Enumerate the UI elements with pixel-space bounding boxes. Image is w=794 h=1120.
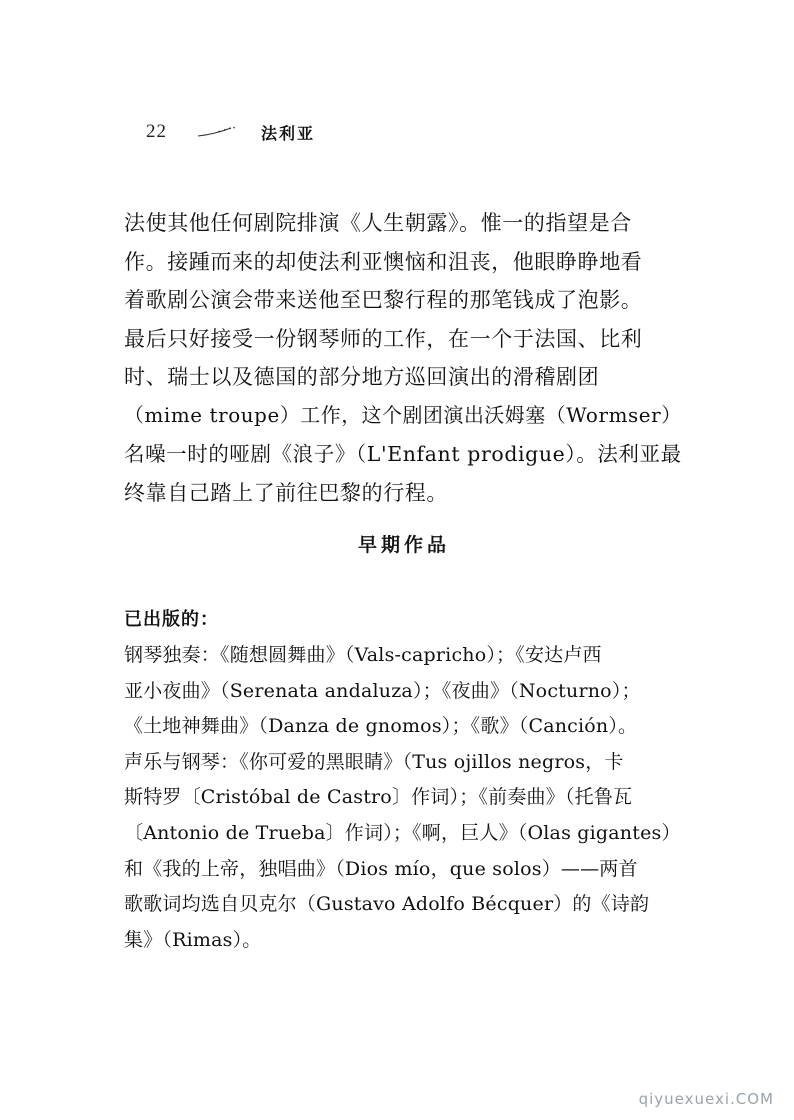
works-line: 〔Antonio de Trueba〕作词）；《啊，巨人》（Olas gigantes） bbox=[124, 821, 681, 844]
paragraph-line: 终靠自己踏上了前往巴黎的行程。 bbox=[124, 480, 448, 505]
paragraph-line: 名噪一时的哑剧《浪子》（L'Enfant prodigue）。法利亚最 bbox=[124, 442, 682, 466]
paragraph-line: 最后只好接受一份钢琴师的工作，在一个于法国、比利 bbox=[124, 326, 643, 351]
page-number: 22 bbox=[146, 121, 167, 142]
works-line: 声乐与钢琴：《你可爱的黑眼睛》（Tus ojillos negros，卡 bbox=[124, 750, 624, 773]
paragraph-line: 着歌剧公演会带来送他至巴黎行程的那笔钱成了泡影。 bbox=[124, 288, 643, 312]
chapter-title: 法利亚 bbox=[261, 123, 316, 143]
works-line: 斯特罗〔Cristóbal de Castro〕作词）；《前奏曲》（托鲁瓦 bbox=[124, 786, 633, 809]
paragraph-line: 时、瑞士以及德国的部分地方巡回演出的滑稽剧团 bbox=[124, 365, 600, 389]
site-watermark: qiyuexuexi.COM bbox=[638, 1090, 774, 1108]
paragraph-line: （mime troupe）工作，这个剧团演出沃姆塞（Wormser） bbox=[124, 403, 682, 427]
works-list bbox=[124, 602, 689, 958]
paragraph-line: 法使其他任何剧院排演《人生朝露》。惟一的指望是合 bbox=[124, 211, 632, 235]
works-line: 和《我的上帝，独唱曲》（Dios mío，que solos）——两首 bbox=[124, 857, 638, 880]
works-line: 集》（Rimas）。 bbox=[124, 928, 262, 951]
works-line: 歌歌词均选自贝克尔（Gustavo Adolfo Bécquer）的《诗韵 bbox=[124, 893, 650, 916]
running-head bbox=[146, 120, 315, 144]
works-label: 已出版的： bbox=[124, 609, 219, 630]
works-line: 亚小夜曲》（Serenata andaluza）；《夜曲》（Nocturno）； bbox=[124, 679, 641, 702]
ornament-flourish-icon bbox=[197, 126, 237, 138]
works-line: 《土地神舞曲》（Danza de gnomos）；《歌》（Canción）。 bbox=[124, 715, 638, 738]
works-line: 钢琴独奏：《随想圆舞曲》（Vals-capricho）；《安达卢西 bbox=[124, 644, 602, 666]
paragraph-line: 作。接踵而来的却使法利亚懊恼和沮丧，他眼睁睁地看 bbox=[124, 249, 643, 274]
section-heading: 早期作品 bbox=[357, 534, 450, 556]
body-paragraph bbox=[124, 204, 684, 512]
